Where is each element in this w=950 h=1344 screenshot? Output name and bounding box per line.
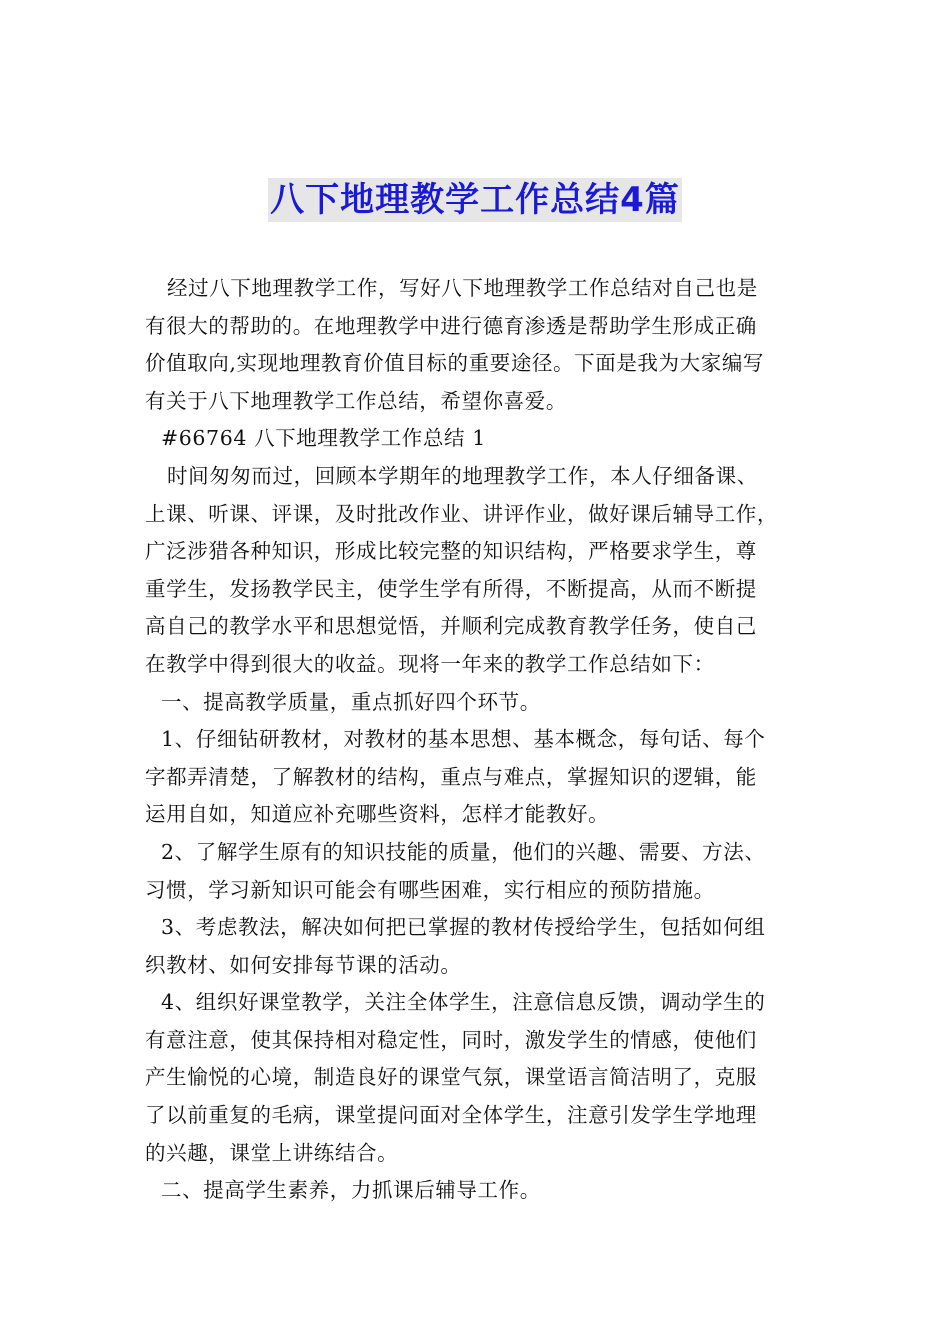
- paragraph-line: 织教材、如何安排每节课的活动。: [145, 952, 462, 977]
- paragraph-line: 运用自如，知道应补充哪些资料，怎样才能教好。: [145, 802, 610, 827]
- paragraph-line: 了以前重复的毛病，课堂提问面对全体学生，注意引发学生学地理: [145, 1103, 757, 1128]
- document-body: [145, 270, 825, 1210]
- paragraph-line: 字都弄清楚，了解教材的结构，重点与难点，掌握知识的逻辑，能: [145, 764, 757, 789]
- paragraph-line: 的兴趣，课堂上讲练结合。: [145, 1140, 399, 1165]
- paragraph-line: 高自己的教学水平和思想觉悟，并顺利完成教育教学任务，使自己: [145, 614, 757, 639]
- section-heading: #66764 八下地理教学工作总结 1: [161, 426, 486, 451]
- paragraph-line: 价值取向,实现地理教育价值目标的重要途径。下面是我为大家编写: [145, 351, 765, 376]
- paragraph-line: 上课、听课、评课，及时批改作业、讲评作业，做好课后辅导工作，: [145, 501, 778, 526]
- paragraph-line: 有很大的帮助的。在地理教学中进行德育渗透是帮助学生形成正确: [145, 313, 757, 338]
- title-wrapper: [0, 178, 950, 222]
- paragraph-line: 习惯，学习新知识可能会有哪些困难，实行相应的预防措施。: [145, 877, 715, 902]
- paragraph-line: 4、组织好课堂教学，关注全体学生，注意信息反馈，调动学生的: [161, 990, 766, 1015]
- paragraph-line: 经过八下地理教学工作，写好八下地理教学工作总结对自己也是: [167, 276, 758, 300]
- paragraph-line: 2、了解学生原有的知识技能的质量，他们的兴趣、需要、方法、: [161, 839, 766, 864]
- paragraph-line: 时间匆匆而过，回顾本学期年的地理教学工作，本人仔细备课、: [167, 463, 758, 488]
- section-heading: 一、提高教学质量，重点抓好四个环节。: [161, 689, 541, 714]
- paragraph-line: 有意注意，使其保持相对稳定性，同时，激发学生的情感，使他们: [145, 1027, 757, 1052]
- paragraph-line: 产生愉悦的心境，制造良好的课堂气氛，课堂语言简洁明了，克服: [145, 1065, 757, 1090]
- paragraph-line: 重学生，发扬教学民主，使学生学有所得，不断提高，从而不断提: [145, 576, 757, 601]
- paragraph-line: 广泛涉猎各种知识，形成比较完整的知识结构，严格要求学生，尊: [145, 539, 757, 564]
- paragraph-line: 3、考虑教法，解决如何把已掌握的教材传授给学生，包括如何组: [161, 915, 766, 940]
- section-heading: 二、提高学生素养，力抓课后辅导工作。: [161, 1178, 541, 1203]
- paragraph-line: 1、仔细钻研教材，对教材的基本思想、基本概念，每句话、每个: [161, 727, 766, 752]
- document-title: 八下地理教学工作总结4篇: [270, 180, 680, 220]
- paragraph-line: 在教学中得到很大的收益。现将一年来的教学工作总结如下：: [145, 651, 715, 676]
- paragraph-line: 有关于八下地理教学工作总结，希望你喜爱。: [145, 388, 567, 413]
